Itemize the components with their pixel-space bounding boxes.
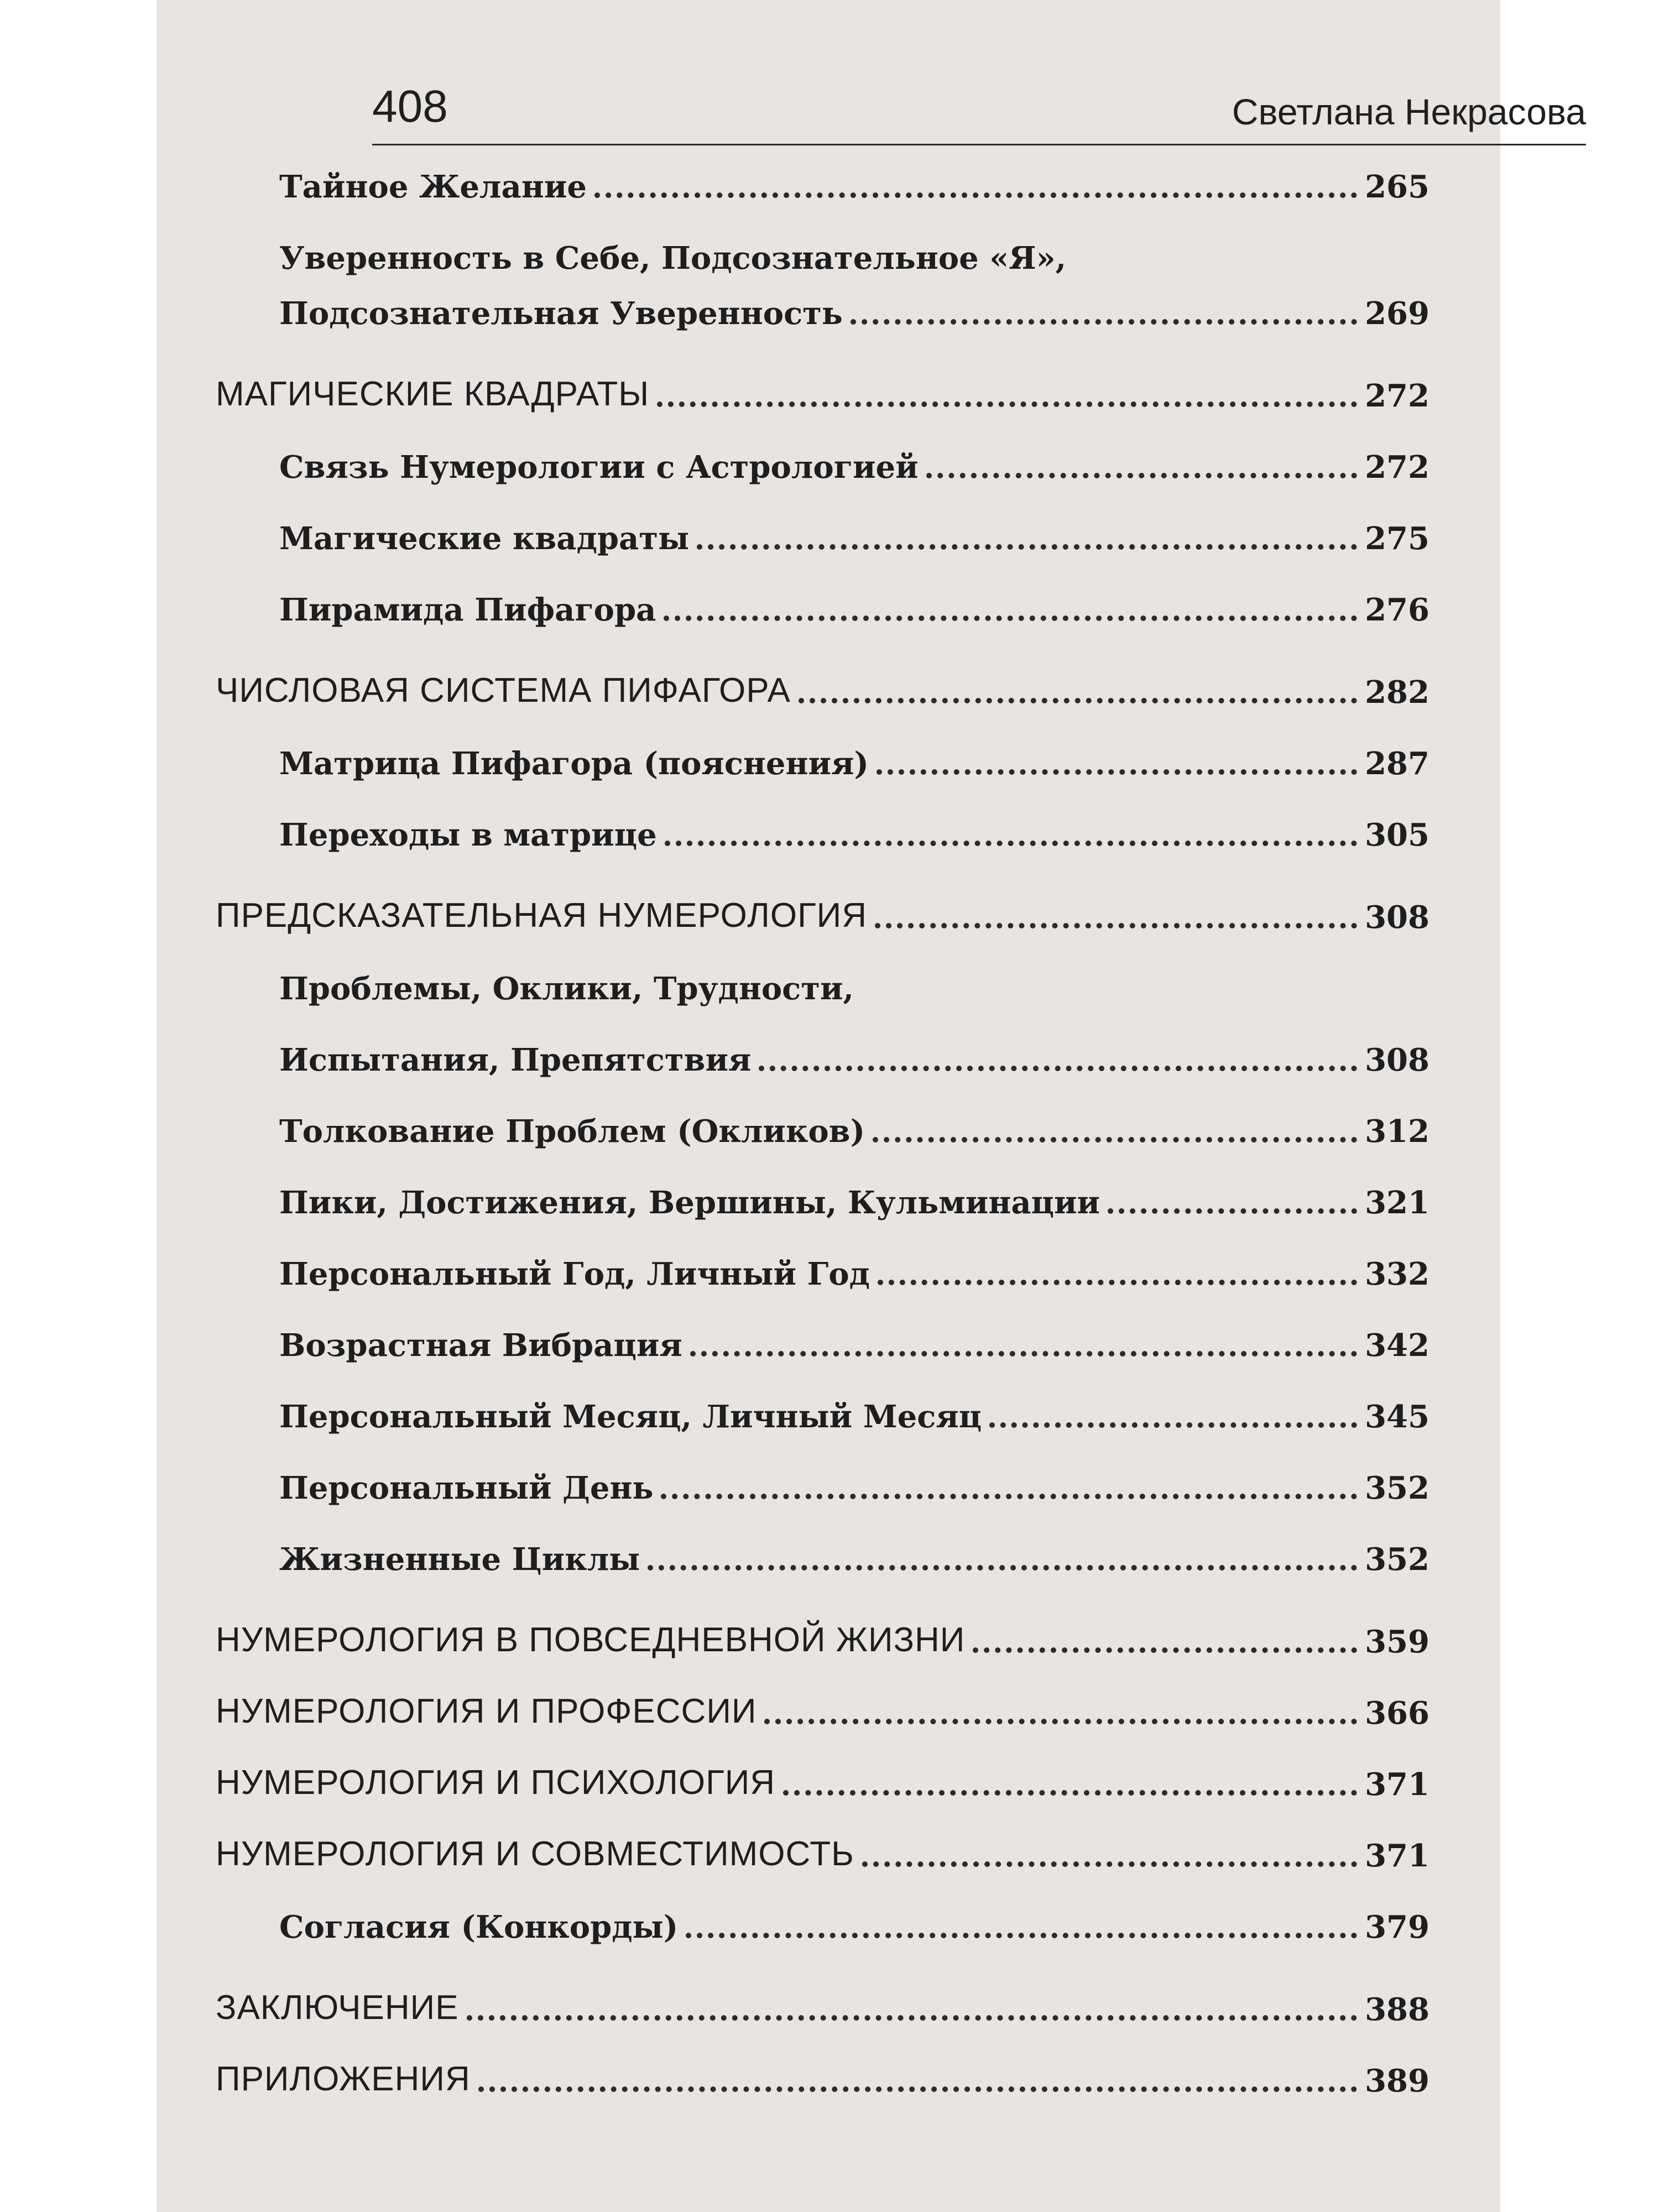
- dot-leader: [467, 2015, 1358, 2021]
- toc-entry-page: 275: [1365, 520, 1430, 557]
- dot-leader: [973, 1647, 1357, 1653]
- toc-entry-title: Жизненные Циклы: [279, 1541, 640, 1578]
- toc-section: [216, 1667, 1430, 1739]
- toc-entry-page: 332: [1365, 1256, 1430, 1292]
- dot-leader: [664, 615, 1357, 621]
- toc-entry-title: Персональный Месяц, Личный Месяц: [279, 1399, 982, 1435]
- toc-section-title: ЧИСЛОВАЯ СИСТЕМА ПИФАГОРА: [216, 671, 791, 709]
- toc-entry-page: 321: [1365, 1185, 1430, 1221]
- toc-entry-title: Персональный День: [279, 1470, 654, 1506]
- dot-leader: [862, 1861, 1357, 1867]
- toc-entry: [216, 1442, 1430, 1514]
- toc-entry-page: 371: [1365, 1838, 1430, 1874]
- toc-entry: [216, 421, 1430, 493]
- toc-entry-page: 282: [1365, 674, 1430, 711]
- toc-entry-page: 312: [1365, 1113, 1430, 1150]
- toc-entry: [216, 493, 1430, 564]
- toc-entry: [216, 789, 1430, 860]
- toc-entry-page: 352: [1365, 1541, 1430, 1578]
- toc-section-title: НУМЕРОЛОГИЯ И ПСИХОЛОГИЯ: [216, 1764, 776, 1802]
- toc-section-title: МАГИЧЕСКИЕ КВАДРАТЫ: [216, 375, 650, 413]
- toc-entry: [216, 284, 1430, 339]
- toc-entry-title: Переходы в матрице: [279, 817, 657, 853]
- toc-entry: [216, 718, 1430, 789]
- toc-entry-page: 345: [1365, 1399, 1430, 1435]
- toc-entry-title: Проблемы, Оклики, Трудности,: [279, 971, 854, 1007]
- toc-entry-page: 276: [1365, 592, 1430, 628]
- toc-entry-title: Испытания, Препятствия: [279, 1042, 752, 1078]
- toc-section: [216, 350, 1430, 421]
- toc-section-title: ПРИЛОЖЕНИЯ: [216, 2060, 471, 2098]
- dot-leader: [926, 473, 1357, 478]
- dot-leader: [648, 1565, 1357, 1571]
- toc-entry-page: 308: [1365, 899, 1430, 936]
- dot-leader: [657, 401, 1357, 407]
- toc-entry-title: Толкование Проблем (Окликов): [279, 1113, 865, 1150]
- dot-leader: [1108, 1208, 1357, 1214]
- toc-entry: [216, 1300, 1430, 1371]
- dot-leader: [878, 1280, 1357, 1285]
- toc-section-title: ЗАКЛЮЧЕНИЕ: [216, 1989, 459, 2027]
- dot-leader: [690, 1351, 1357, 1357]
- toc-section: [216, 1739, 1430, 1810]
- toc-section-title: НУМЕРОЛОГИЯ В ПОВСЕДНЕВНОЙ ЖИЗНИ: [216, 1621, 966, 1659]
- toc-entry: [216, 564, 1430, 635]
- dot-leader: [478, 2086, 1357, 2092]
- dot-leader: [594, 192, 1357, 198]
- toc-entry-title: Возрастная Вибрация: [279, 1327, 682, 1364]
- dot-leader: [764, 1719, 1357, 1724]
- toc-section: [216, 1964, 1430, 2035]
- toc-entry: [216, 1881, 1430, 1953]
- toc-section: [216, 1810, 1430, 1881]
- toc-entry-page: 379: [1365, 1909, 1430, 1945]
- toc-entry-title: Матрица Пифагора (пояснения): [279, 745, 869, 782]
- toc-entry: [216, 1086, 1430, 1157]
- toc-entry-page: 287: [1365, 745, 1430, 782]
- toc-section-title: ПРЕДСКАЗАТЕЛЬНАЯ НУМЕРОЛОГИЯ: [216, 896, 867, 935]
- dot-leader: [799, 698, 1357, 703]
- dot-leader: [873, 1137, 1357, 1142]
- toc-section-title: НУМЕРОЛОГИЯ И ПРОФЕССИИ: [216, 1692, 757, 1730]
- dot-leader: [661, 1494, 1357, 1499]
- toc-entry: [216, 1157, 1430, 1228]
- toc-entry-page: 388: [1365, 1991, 1430, 2028]
- dot-leader: [783, 1790, 1357, 1796]
- toc-entry: [216, 1014, 1430, 1086]
- toc-entry-title: Пики, Достижения, Вершины, Кульминации: [279, 1185, 1100, 1221]
- toc-entry-page: 366: [1365, 1695, 1430, 1731]
- dot-leader: [697, 544, 1357, 550]
- toc-entry-page: 359: [1365, 1624, 1430, 1660]
- toc-entry-title: Согласия (Конкорды): [279, 1909, 679, 1945]
- running-header: [372, 66, 1586, 145]
- dot-leader: [665, 841, 1357, 846]
- toc-entry-page: 265: [1365, 169, 1430, 205]
- toc-entry-page: 269: [1365, 295, 1430, 332]
- toc-entry-title: Подсознательная Уверенность: [279, 295, 843, 332]
- toc-entry-page: 389: [1365, 2063, 1430, 2099]
- toc-section-title: НУМЕРОЛОГИЯ И СОВМЕСТИМОСТЬ: [216, 1835, 854, 1873]
- dot-leader: [877, 769, 1357, 775]
- page-number: 408: [372, 81, 448, 132]
- toc-entry: [216, 1514, 1430, 1585]
- dot-leader: [759, 1066, 1357, 1071]
- toc-entry-page: 371: [1365, 1766, 1430, 1803]
- toc-entry-title: Связь Нумерологии с Астрологией: [279, 449, 919, 486]
- toc-entry: [216, 1228, 1430, 1300]
- table-of-contents: [216, 141, 1430, 2106]
- dot-leader: [686, 1933, 1357, 1938]
- toc-entry: [216, 943, 1430, 1014]
- toc-entry-page: 308: [1365, 1042, 1430, 1078]
- toc-entry-title: Магические квадраты: [279, 520, 690, 557]
- toc-entry-title: Персональный Год, Личный Год: [279, 1256, 870, 1292]
- toc-entry: [216, 212, 1430, 284]
- toc-entry: [216, 141, 1430, 212]
- toc-section: [216, 872, 1430, 943]
- dot-leader: [989, 1422, 1357, 1428]
- toc-entry: [216, 1371, 1430, 1442]
- dot-leader: [851, 319, 1357, 325]
- toc-section: [216, 646, 1430, 718]
- toc-entry-title: Пирамида Пифагора: [279, 592, 656, 628]
- toc-entry-page: 272: [1365, 378, 1430, 414]
- toc-section: [216, 2035, 1430, 2106]
- toc-entry-page: 305: [1365, 817, 1430, 853]
- toc-entry-page: 342: [1365, 1327, 1430, 1364]
- toc-entry-title: Тайное Желание: [279, 169, 587, 205]
- dot-leader: [875, 923, 1357, 928]
- running-header-author: Светлана Некрасова: [1232, 91, 1586, 132]
- toc-entry-title: Уверенность в Себе, Подсознательное «Я»,: [279, 240, 1067, 276]
- toc-section: [216, 1596, 1430, 1667]
- toc-entry-page: 272: [1365, 449, 1430, 486]
- toc-entry-page: 352: [1365, 1470, 1430, 1506]
